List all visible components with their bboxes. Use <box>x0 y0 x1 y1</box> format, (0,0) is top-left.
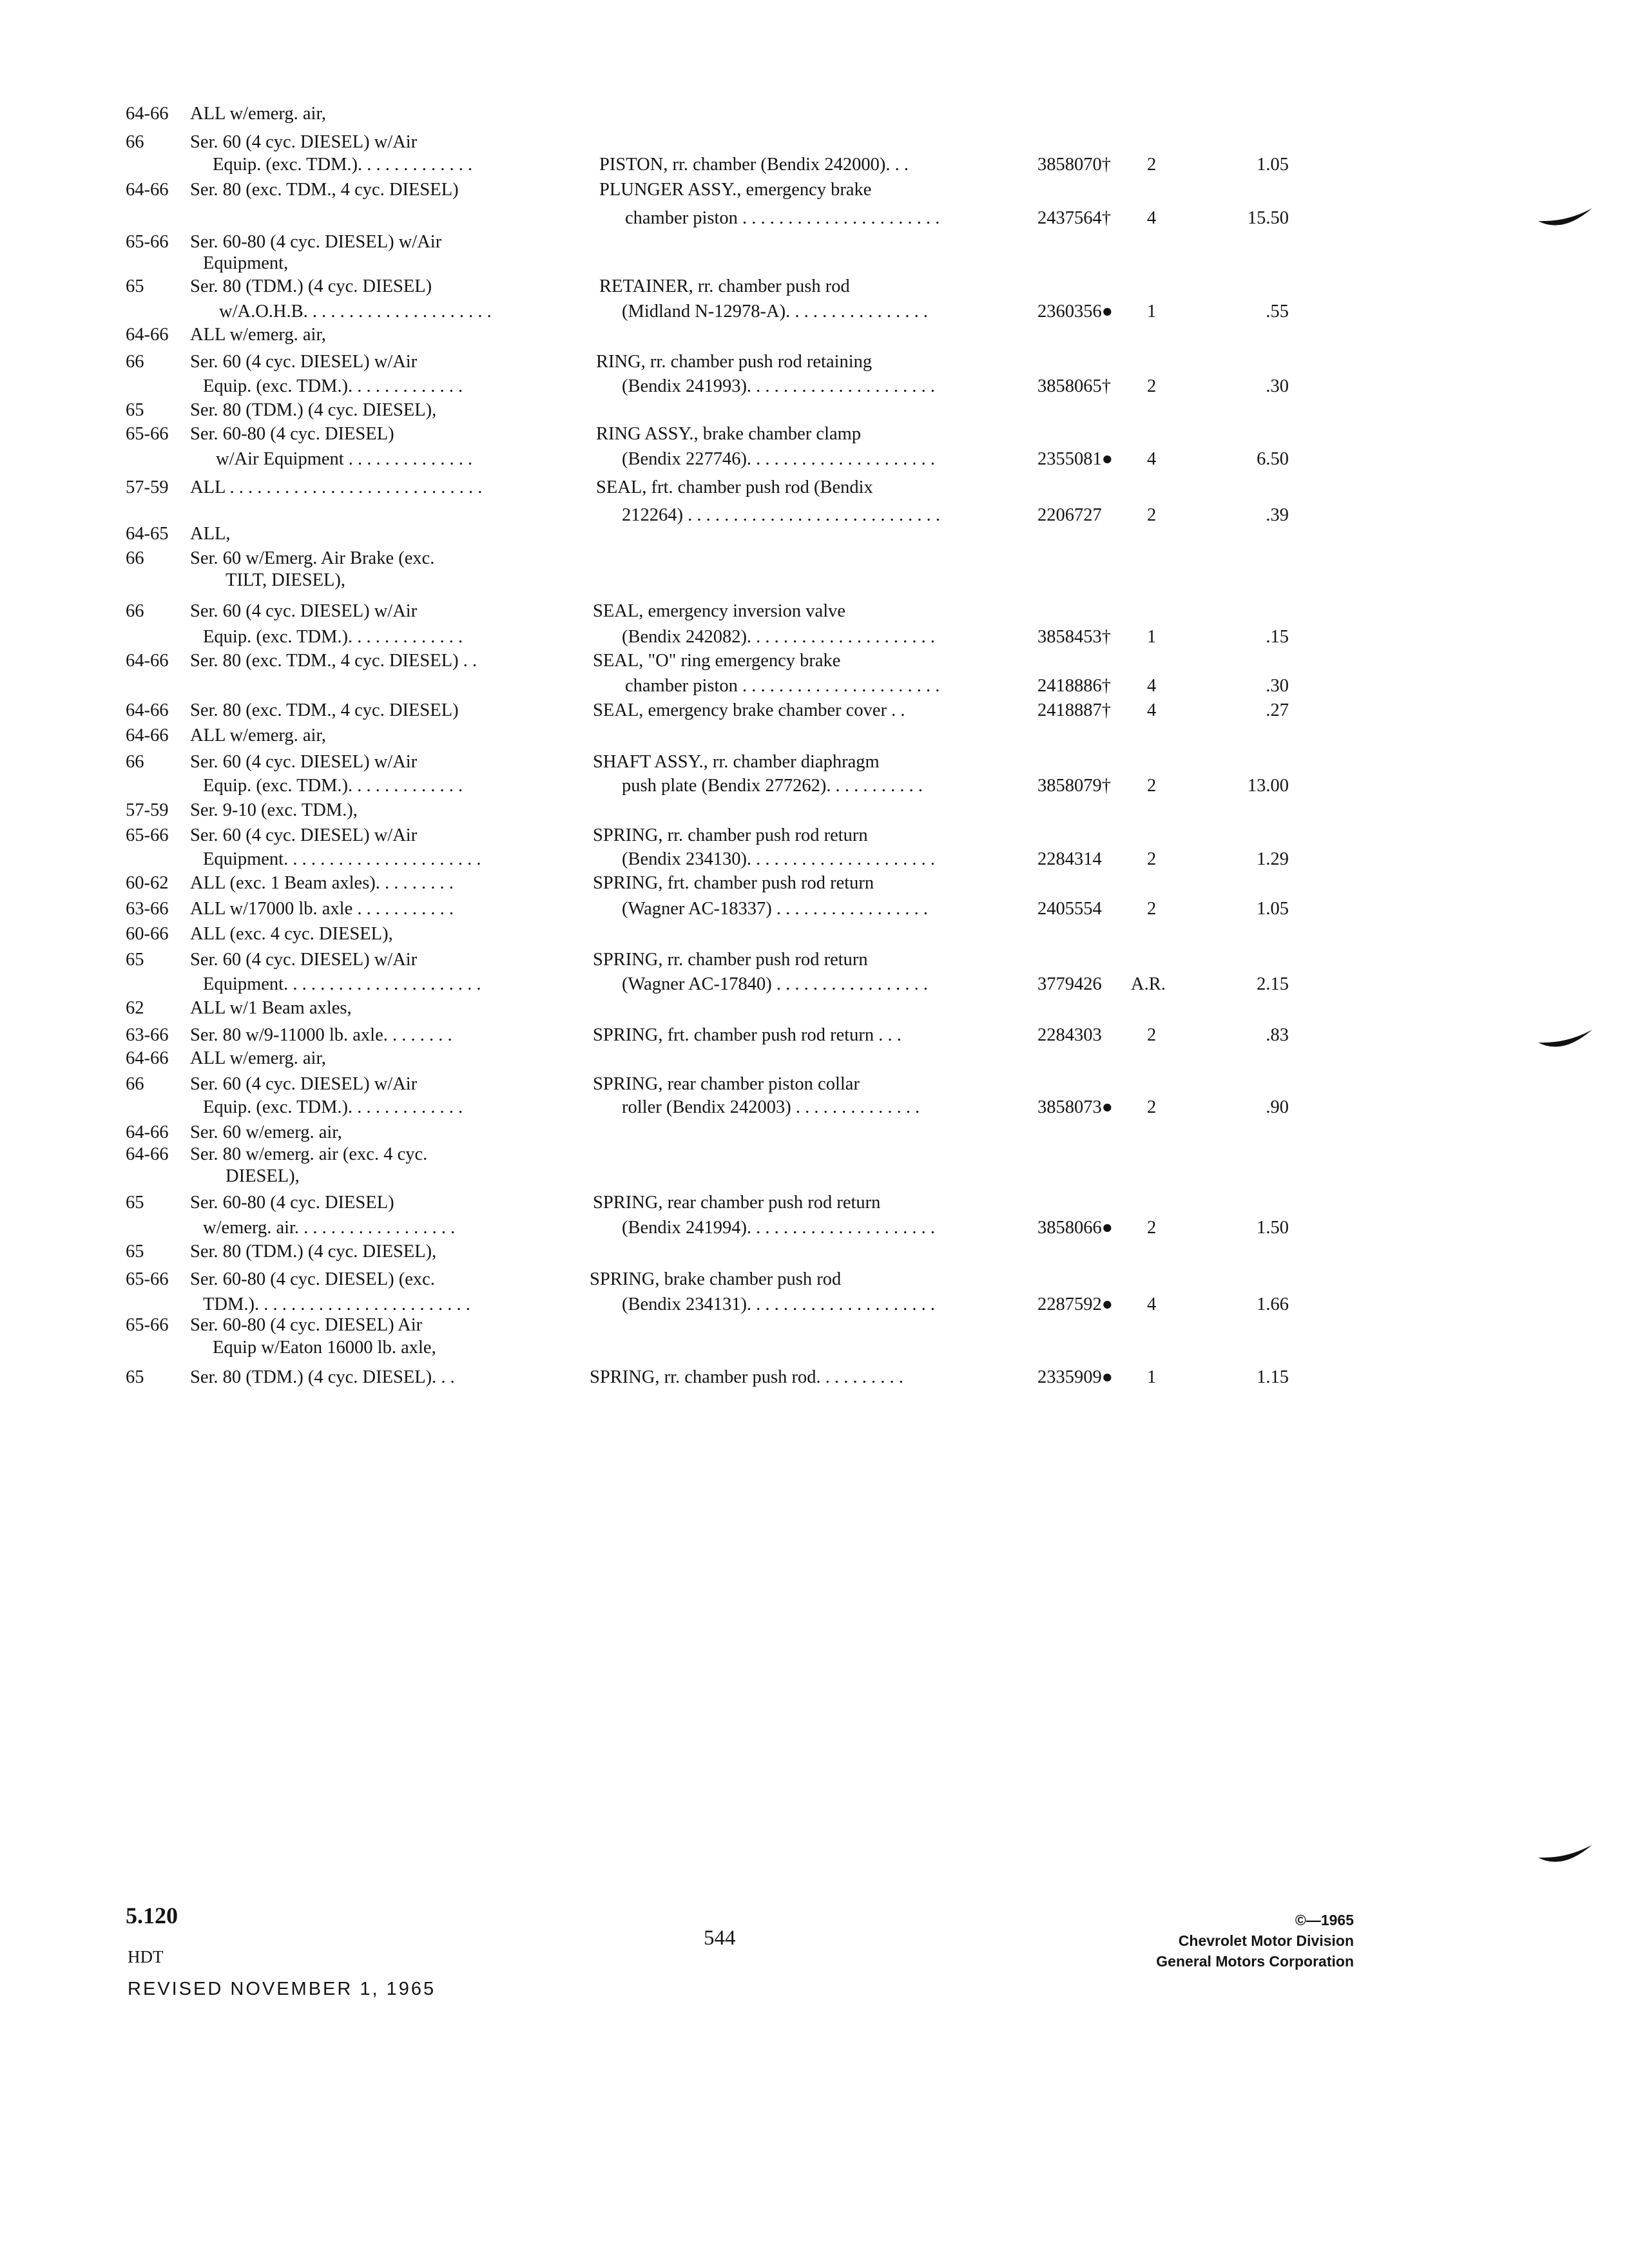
part-number: 2206727 <box>1037 505 1102 525</box>
quantity: A.R. <box>1131 974 1166 994</box>
model-application: Equipment. . . . . . . . . . . . . . . . . . . . . . <box>203 849 481 869</box>
part-description: (Wagner AC-18337) . . . . . . . . . . . . . . . . . <box>622 899 929 919</box>
model-years: 57-59 <box>126 477 169 497</box>
model-application: w/A.O.H.B. . . . . . . . . . . . . . . . . . . . . <box>219 302 492 322</box>
part-number: 3858070† <box>1037 155 1111 175</box>
model-years: 60-66 <box>126 924 169 944</box>
part-number: 2355081● <box>1037 449 1113 469</box>
model-years: 64-66 <box>126 700 169 720</box>
model-years: 65-66 <box>126 825 169 845</box>
part-description: SEAL, emergency inversion valve <box>593 601 846 621</box>
model-application: Ser. 60 (4 cyc. DIESEL) w/Air <box>190 825 418 845</box>
model-application: ALL (exc. 1 Beam axles). . . . . . . . . <box>190 873 454 893</box>
model-application: Ser. 60 (4 cyc. DIESEL) w/Air <box>190 601 418 621</box>
list-price: 1.29 <box>1257 849 1289 869</box>
model-application: Ser. 60-80 (4 cyc. DIESEL) <box>190 424 394 444</box>
list-price: 1.05 <box>1257 899 1289 919</box>
model-years: 64-66 <box>126 325 169 345</box>
page-number: 544 <box>704 1927 736 1950</box>
list-price: .90 <box>1266 1097 1289 1117</box>
list-price: .15 <box>1266 627 1289 647</box>
model-application: Ser. 80 (TDM.) (4 cyc. DIESEL), <box>190 400 437 420</box>
model-years: 62 <box>126 998 144 1018</box>
list-price: .55 <box>1266 302 1289 322</box>
quantity: 2 <box>1147 505 1157 525</box>
model-years: 65 <box>126 276 144 296</box>
model-application: Ser. 60 (4 cyc. DIESEL) w/Air <box>190 752 418 772</box>
model-application: Ser. 80 (TDM.) (4 cyc. DIESEL) <box>190 276 432 296</box>
list-price: 1.05 <box>1257 155 1289 175</box>
model-years: 66 <box>126 1074 144 1094</box>
quantity: 4 <box>1147 1294 1157 1314</box>
model-application: Ser. 60 w/emerg. air, <box>190 1122 342 1142</box>
part-description: (Bendix 241993). . . . . . . . . . . . . . . . . . . . . <box>622 376 936 396</box>
part-number: 2287592● <box>1037 1294 1113 1314</box>
model-years: 65 <box>126 1193 144 1213</box>
model-years: 65 <box>126 400 144 420</box>
quantity: 1 <box>1147 1367 1157 1387</box>
part-number: 2335909● <box>1037 1367 1113 1387</box>
quantity: 2 <box>1147 155 1157 175</box>
model-application: Ser. 9-10 (exc. TDM.), <box>190 800 358 820</box>
model-application: ALL w/emerg. air, <box>190 104 326 124</box>
series-code: HDT <box>128 1947 164 1966</box>
model-years: 65 <box>126 950 144 970</box>
model-years: 64-66 <box>126 104 169 124</box>
model-application: Ser. 80 (exc. TDM., 4 cyc. DIESEL) <box>190 180 459 200</box>
part-number: 3858073● <box>1037 1097 1113 1117</box>
model-application: Ser. 80 w/9-11000 lb. axle. . . . . . . . <box>190 1025 452 1045</box>
part-description: RING, rr. chamber push rod retaining <box>596 352 872 372</box>
corporation-name: General Motors Corporation <box>1156 1953 1354 1970</box>
model-years: 65-66 <box>126 424 169 444</box>
binder-hole-mark <box>1537 1024 1595 1057</box>
model-years: 66 <box>126 548 144 568</box>
model-years: 63-66 <box>126 899 169 919</box>
part-description: SPRING, brake chamber push rod <box>590 1269 842 1289</box>
model-application: Ser. 60-80 (4 cyc. DIESEL) (exc. <box>190 1269 435 1289</box>
part-number: 3858453† <box>1037 627 1111 647</box>
part-description: chamber piston . . . . . . . . . . . . . . . . . . . . . . <box>625 208 940 228</box>
model-application: Ser. 60 (4 cyc. DIESEL) w/Air <box>190 1074 418 1094</box>
model-years: 63-66 <box>126 1025 169 1045</box>
part-description: RING ASSY., brake chamber clamp <box>596 424 862 444</box>
part-number: 2284303 <box>1037 1025 1102 1045</box>
part-description: SPRING, frt. chamber push rod return <box>593 873 874 893</box>
part-number: 2437564† <box>1037 208 1111 228</box>
quantity: 2 <box>1147 1025 1157 1045</box>
list-price: 6.50 <box>1257 449 1289 469</box>
part-description: RETAINER, rr. chamber push rod <box>599 276 850 296</box>
model-years: 66 <box>126 601 144 621</box>
quantity: 2 <box>1147 776 1157 796</box>
quantity: 1 <box>1147 302 1157 322</box>
model-application: Ser. 80 (exc. TDM., 4 cyc. DIESEL) <box>190 700 459 720</box>
part-description: PLUNGER ASSY., emergency brake <box>599 180 872 200</box>
part-description: SHAFT ASSY., rr. chamber diaphragm <box>593 752 880 772</box>
model-years: 66 <box>126 352 144 372</box>
model-application: ALL w/emerg. air, <box>190 1048 326 1068</box>
list-price: 2.15 <box>1257 974 1289 994</box>
model-years: 65 <box>126 1242 144 1262</box>
model-application: Ser. 80 w/emerg. air (exc. 4 cyc. <box>190 1144 428 1164</box>
list-price: .30 <box>1266 376 1289 396</box>
model-application: Equipment. . . . . . . . . . . . . . . . . . . . . . <box>203 974 481 994</box>
binder-hole-mark <box>1537 203 1595 235</box>
model-years: 65-66 <box>126 1315 169 1335</box>
quantity: 4 <box>1147 449 1157 469</box>
model-application: ALL w/emerg. air, <box>190 726 326 745</box>
model-application: Ser. 60-80 (4 cyc. DIESEL) <box>190 1193 394 1213</box>
part-description: (Midland N-12978-A). . . . . . . . . . . . . . . . <box>622 302 928 322</box>
model-application: TDM.). . . . . . . . . . . . . . . . . . . . . . . . <box>203 1294 470 1314</box>
part-number: 3858066● <box>1037 1218 1113 1238</box>
section-number: 5.120 <box>126 1903 178 1928</box>
model-application: Equip. (exc. TDM.). . . . . . . . . . . . . <box>203 776 463 796</box>
quantity: 2 <box>1147 376 1157 396</box>
model-application: Ser. 60 (4 cyc. DIESEL) w/Air <box>190 352 418 372</box>
part-number: 3779426 <box>1037 974 1102 994</box>
model-years: 64-66 <box>126 726 169 745</box>
model-application: ALL . . . . . . . . . . . . . . . . . . . . . . . . . . . . <box>190 477 483 497</box>
part-description: roller (Bendix 242003) . . . . . . . . . . . . . . <box>622 1097 920 1117</box>
model-years: 64-66 <box>126 1048 169 1068</box>
model-application: Equip. (exc. TDM.). . . . . . . . . . . . . <box>213 155 473 175</box>
part-description: SPRING, rear chamber piston collar <box>593 1074 860 1094</box>
model-application: ALL, <box>190 524 231 544</box>
part-description: SEAL, frt. chamber push rod (Bendix <box>596 477 873 497</box>
list-price: 1.66 <box>1257 1294 1289 1314</box>
model-application: DIESEL), <box>226 1166 300 1186</box>
list-price: .83 <box>1266 1025 1289 1045</box>
part-number: 2418886† <box>1037 676 1111 696</box>
part-number: 2284314 <box>1037 849 1102 869</box>
part-number: 3858079† <box>1037 776 1111 796</box>
model-application: Ser. 80 (TDM.) (4 cyc. DIESEL). . . <box>190 1367 455 1387</box>
part-description: PISTON, rr. chamber (Bendix 242000). . . <box>599 155 909 175</box>
model-years: 64-66 <box>126 1144 169 1164</box>
part-description: 212264) . . . . . . . . . . . . . . . . . . . . . . . . . . . . <box>622 505 940 525</box>
part-description: SPRING, rr. chamber push rod. . . . . . . . . . <box>590 1367 903 1387</box>
model-application: Equip. (exc. TDM.). . . . . . . . . . . . . <box>203 627 463 647</box>
part-number: 2360356● <box>1037 302 1113 322</box>
quantity: 2 <box>1147 899 1157 919</box>
quantity: 2 <box>1147 849 1157 869</box>
model-application: Equip. (exc. TDM.). . . . . . . . . . . . . <box>203 376 463 396</box>
model-years: 66 <box>126 132 144 152</box>
model-years: 64-66 <box>126 651 169 671</box>
model-application: Ser. 80 (TDM.) (4 cyc. DIESEL), <box>190 1242 437 1262</box>
model-years: 65-66 <box>126 232 169 252</box>
quantity: 1 <box>1147 627 1157 647</box>
part-number: 2405554 <box>1037 899 1102 919</box>
part-number: 2418887† <box>1037 700 1111 720</box>
part-description: SEAL, "O" ring emergency brake <box>593 651 841 671</box>
quantity: 4 <box>1147 208 1157 228</box>
list-price: .27 <box>1266 700 1289 720</box>
model-years: 64-66 <box>126 180 169 200</box>
model-application: Ser. 80 (exc. TDM., 4 cyc. DIESEL) . . <box>190 651 477 671</box>
binder-hole-mark <box>1537 1840 1595 1872</box>
model-years: 65-66 <box>126 1269 169 1289</box>
quantity: 2 <box>1147 1097 1157 1117</box>
model-application: Ser. 60 w/Emerg. Air Brake (exc. <box>190 548 435 568</box>
model-years: 66 <box>126 752 144 772</box>
list-price: 1.15 <box>1257 1367 1289 1387</box>
list-price: 13.00 <box>1247 776 1289 796</box>
model-application: w/Air Equipment . . . . . . . . . . . . . . <box>216 449 473 469</box>
quantity: 4 <box>1147 700 1157 720</box>
part-description: SPRING, rr. chamber push rod return <box>593 950 868 970</box>
part-description: SEAL, emergency brake chamber cover . . <box>593 700 905 720</box>
quantity: 2 <box>1147 1218 1157 1238</box>
list-price: .30 <box>1266 676 1289 696</box>
part-description: (Bendix 241994). . . . . . . . . . . . . . . . . . . . . <box>622 1218 936 1238</box>
part-description: SPRING, frt. chamber push rod return . . . <box>593 1025 901 1045</box>
model-application: Ser. 60-80 (4 cyc. DIESEL) w/Air <box>190 232 442 252</box>
part-description: chamber piston . . . . . . . . . . . . . . . . . . . . . . <box>625 676 940 696</box>
model-application: Equip. (exc. TDM.). . . . . . . . . . . . . <box>203 1097 463 1117</box>
part-description: (Bendix 227746). . . . . . . . . . . . . . . . . . . . . <box>622 449 936 469</box>
model-years: 64-66 <box>126 1122 169 1142</box>
division-name: Chevrolet Motor Division <box>1178 1932 1354 1949</box>
model-application: Equipment, <box>203 253 289 273</box>
list-price: 1.50 <box>1257 1218 1289 1238</box>
model-application: TILT, DIESEL), <box>226 570 346 590</box>
revised-date: REVISED NOVEMBER 1, 1965 <box>128 1979 436 1999</box>
part-description: push plate (Bendix 277262). . . . . . . . . . . <box>622 776 923 796</box>
model-application: ALL (exc. 4 cyc. DIESEL), <box>190 924 393 944</box>
model-application: w/emerg. air. . . . . . . . . . . . . . . . . . <box>203 1218 456 1238</box>
model-application: ALL w/17000 lb. axle . . . . . . . . . . . <box>190 899 454 919</box>
model-application: ALL w/1 Beam axles, <box>190 998 352 1018</box>
model-application: Equip w/Eaton 16000 lb. axle, <box>213 1338 436 1358</box>
model-application: ALL w/emerg. air, <box>190 325 326 345</box>
part-number: 3858065† <box>1037 376 1111 396</box>
part-description: SPRING, rr. chamber push rod return <box>593 825 868 845</box>
part-description: (Wagner AC-17840) . . . . . . . . . . . . . . . . . <box>622 974 929 994</box>
model-years: 64-65 <box>126 524 169 544</box>
quantity: 4 <box>1147 676 1157 696</box>
part-description: (Bendix 234130). . . . . . . . . . . . . . . . . . . . . <box>622 849 936 869</box>
model-application: Ser. 60 (4 cyc. DIESEL) w/Air <box>190 950 418 970</box>
model-application: Ser. 60-80 (4 cyc. DIESEL) Air <box>190 1315 423 1335</box>
copyright-notice: ©—1965 <box>1295 1912 1354 1928</box>
model-years: 65 <box>126 1367 144 1387</box>
list-price: 15.50 <box>1247 208 1289 228</box>
part-description: (Bendix 234131). . . . . . . . . . . . . . . . . . . . . <box>622 1294 936 1314</box>
part-description: SPRING, rear chamber push rod return <box>593 1193 881 1213</box>
model-application: Ser. 60 (4 cyc. DIESEL) w/Air <box>190 132 418 152</box>
list-price: .39 <box>1266 505 1289 525</box>
model-years: 57-59 <box>126 800 169 820</box>
model-years: 60-62 <box>126 873 169 893</box>
part-description: (Bendix 242082). . . . . . . . . . . . . . . . . . . . . <box>622 627 936 647</box>
